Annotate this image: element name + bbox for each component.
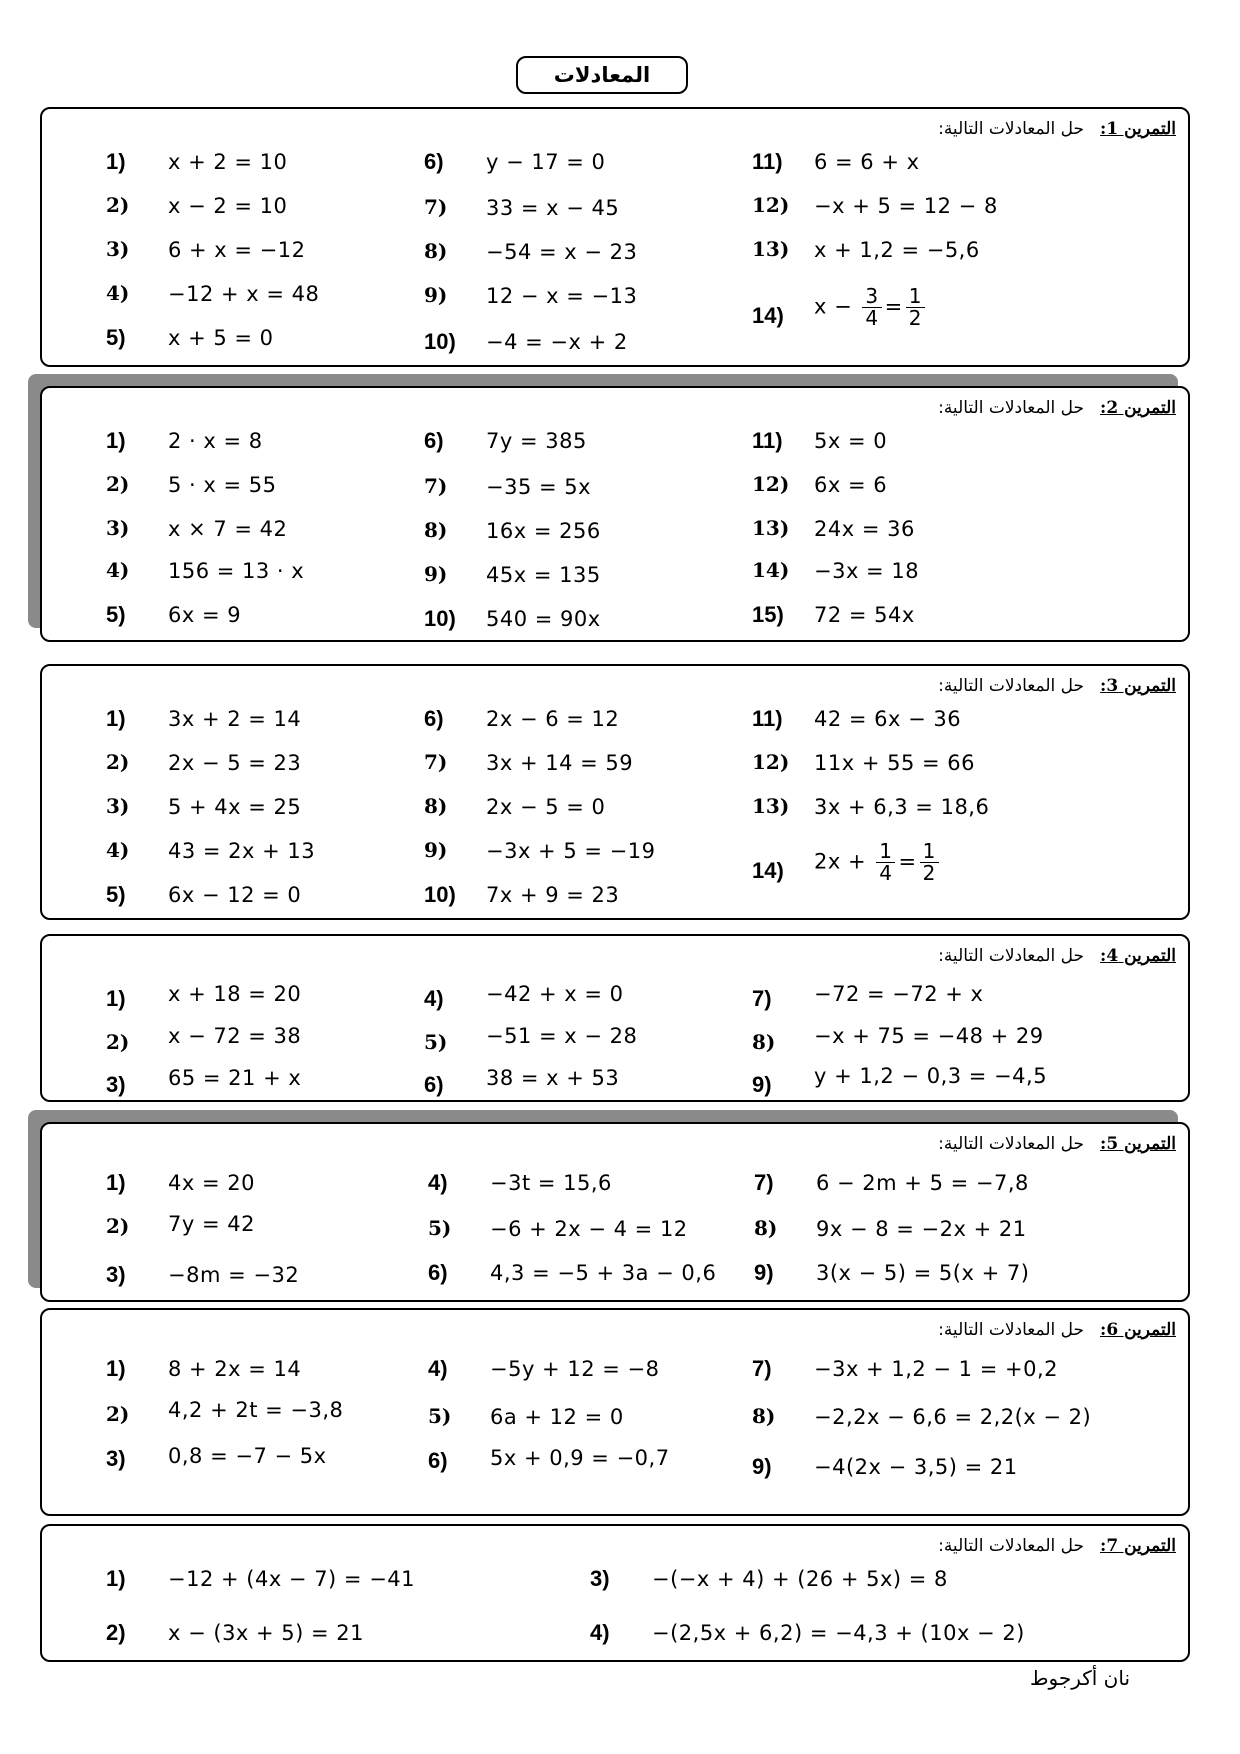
- equation-part: =: [898, 849, 917, 874]
- equation: 43 = 2x + 13: [168, 839, 316, 863]
- item-number: 5): [424, 1030, 448, 1054]
- equation: 7y = 42: [168, 1212, 255, 1236]
- equation: x + 5 = 0: [168, 326, 274, 350]
- item-number: 13): [752, 237, 790, 261]
- exercise-1-header: [938, 119, 1176, 139]
- equation: 6a + 12 = 0: [490, 1405, 624, 1429]
- item-number: 12): [752, 472, 790, 496]
- equation: −6 + 2x − 4 = 12: [490, 1217, 688, 1241]
- item-number: 2): [106, 1402, 130, 1426]
- equation: 2x − 6 = 12: [486, 707, 620, 731]
- equation: 540 = 90x: [486, 607, 601, 631]
- item-number: 1): [106, 1356, 126, 1381]
- equation: 6 + x = −12: [168, 238, 306, 262]
- item-number: 1): [106, 1566, 126, 1591]
- equation: 0,8 = −7 − 5x: [168, 1444, 327, 1468]
- item-number: 9): [752, 1072, 772, 1097]
- equation: 7x + 9 = 23: [486, 883, 620, 907]
- equation: 5 + 4x = 25: [168, 795, 302, 819]
- item-number: 6): [424, 706, 444, 731]
- exercise-instruction: حل المعادلات التالية:: [938, 119, 1085, 139]
- fraction: [862, 286, 881, 329]
- equation: 4,2 + 2t = −3,8: [168, 1398, 344, 1422]
- item-number: 1): [106, 428, 126, 453]
- item-number: 14): [752, 558, 790, 582]
- exercise-7: [40, 1524, 1190, 1662]
- equation-part: =: [884, 294, 903, 319]
- item-number: 10): [424, 882, 456, 907]
- exercise-4: [40, 934, 1190, 1102]
- item-number: 8): [424, 794, 448, 818]
- item-number: 7): [754, 1170, 774, 1195]
- author-name: نان أكرجوط: [1030, 1666, 1131, 1690]
- item-number: 2): [106, 1214, 130, 1238]
- item-number: 3): [106, 1262, 126, 1287]
- equation: 11x + 55 = 66: [814, 751, 975, 775]
- equation: 3(x − 5) = 5(x + 7): [816, 1261, 1030, 1285]
- item-number: 4): [106, 558, 130, 582]
- exercise-3: [40, 664, 1190, 920]
- item-number: 13): [752, 794, 790, 818]
- equation: 38 = x + 53: [486, 1066, 620, 1090]
- item-number: 9): [424, 562, 448, 586]
- item-number: 8): [424, 239, 448, 263]
- item-number: 6): [428, 1448, 448, 1473]
- item-number: 6): [424, 428, 444, 453]
- equation: x + 2 = 10: [168, 150, 288, 174]
- item-number: 4): [428, 1356, 448, 1381]
- equation: −(2,5x + 6,2) = −4,3 + (10x − 2): [652, 1621, 1025, 1645]
- equation: 156 = 13 · x: [168, 559, 305, 583]
- equation: −x + 5 = 12 − 8: [814, 194, 998, 218]
- equation: −5y + 12 = −8: [490, 1357, 660, 1381]
- exercise-label: التمرين 3:: [1100, 676, 1176, 696]
- equation: 5x + 0,9 = −0,7: [490, 1446, 670, 1470]
- equation: −12 + (4x − 7) = −41: [168, 1567, 416, 1591]
- exercise-instruction: حل المعادلات التالية:: [938, 398, 1085, 418]
- item-number: 8): [752, 1030, 776, 1054]
- item-number: 4): [106, 281, 130, 305]
- exercise-6-header: [938, 1320, 1176, 1340]
- equation: −4 = −x + 2: [486, 330, 628, 354]
- equation: −3t = 15,6: [490, 1171, 612, 1195]
- fraction: [920, 841, 939, 884]
- fraction-denominator: 4: [865, 306, 879, 330]
- exercise-3-header: [938, 676, 1176, 696]
- item-number: 15): [752, 602, 784, 627]
- exercise-5: [40, 1122, 1190, 1302]
- item-number: 13): [752, 516, 790, 540]
- item-number: 5): [106, 882, 126, 907]
- item-number: 6): [424, 149, 444, 174]
- equation: 42 = 6x − 36: [814, 707, 962, 731]
- item-number: 9): [424, 838, 448, 862]
- equation: 2x − 5 = 0: [486, 795, 606, 819]
- equation: −42 + x = 0: [486, 982, 624, 1006]
- equation: y + 1,2 − 0,3 = −4,5: [814, 1064, 1048, 1088]
- equation: −54 = x − 23: [486, 240, 638, 264]
- item-number: 3): [590, 1566, 610, 1591]
- item-number: 2): [106, 472, 130, 496]
- equation: 8 + 2x = 14: [168, 1357, 302, 1381]
- item-number: 9): [424, 283, 448, 307]
- item-number: 10): [424, 606, 456, 631]
- exercise-label: التمرين 2:: [1100, 398, 1176, 418]
- item-number: 1): [106, 149, 126, 174]
- item-number: 11): [752, 706, 783, 731]
- equation: x − 2 = 10: [168, 194, 288, 218]
- equation: −(−x + 4) + (26 + 5x) = 8: [652, 1567, 948, 1591]
- equation: 7y = 385: [486, 429, 587, 453]
- exercise-label: التمرين 6:: [1100, 1320, 1176, 1340]
- equation: −8m = −32: [168, 1263, 300, 1287]
- equation: −3x + 5 = −19: [486, 839, 656, 863]
- equation: 24x = 36: [814, 517, 915, 541]
- equation: 2 · x = 8: [168, 429, 263, 453]
- equation: 9x − 8 = −2x + 21: [816, 1217, 1027, 1241]
- equation: 33 = x − 45: [486, 196, 620, 220]
- fraction-numerator: 1: [876, 841, 895, 863]
- equation: 2x − 5 = 23: [168, 751, 302, 775]
- item-number: 7): [424, 195, 448, 219]
- exercise-7-header: [938, 1536, 1176, 1556]
- item-number: 2): [106, 1620, 126, 1645]
- fraction: [906, 286, 925, 329]
- item-number: 11): [752, 149, 783, 174]
- item-number: 11): [752, 428, 783, 453]
- item-number: 4): [424, 986, 444, 1011]
- equation: −3x = 18: [814, 559, 920, 583]
- equation: 65 = 21 + x: [168, 1066, 302, 1090]
- item-number: 4): [106, 838, 130, 862]
- equation: −51 = x − 28: [486, 1024, 638, 1048]
- equation: [814, 841, 942, 884]
- equation-part: 2x +: [814, 849, 867, 874]
- item-number: 5): [106, 325, 126, 350]
- item-number: 9): [752, 1454, 772, 1479]
- exercise-5-header: [938, 1134, 1176, 1154]
- item-number: 5): [428, 1404, 452, 1428]
- item-number: 5): [428, 1216, 452, 1240]
- fraction-denominator: 4: [879, 861, 893, 885]
- equation: 4,3 = −5 + 3a − 0,6: [490, 1261, 717, 1285]
- equation: −12 + x = 48: [168, 282, 320, 306]
- item-number: 2): [106, 750, 130, 774]
- equation: 72 = 54x: [814, 603, 915, 627]
- item-number: 3): [106, 1446, 126, 1471]
- item-number: 8): [424, 518, 448, 542]
- item-number: 12): [752, 193, 790, 217]
- exercise-label: التمرين 5:: [1100, 1134, 1176, 1154]
- equation: 6 = 6 + x: [814, 150, 920, 174]
- item-number: 3): [106, 237, 130, 261]
- item-number: 14): [752, 858, 784, 883]
- equation: −2,2x − 6,6 = 2,2(x − 2): [814, 1405, 1092, 1429]
- exercise-instruction: حل المعادلات التالية:: [938, 946, 1085, 966]
- equation: 16x = 256: [486, 519, 601, 543]
- item-number: 7): [424, 750, 448, 774]
- exercise-4-header: [938, 946, 1176, 966]
- equation: y − 17 = 0: [486, 150, 606, 174]
- item-number: 9): [754, 1260, 774, 1285]
- item-number: 14): [752, 303, 784, 328]
- item-number: 8): [752, 1404, 776, 1428]
- exercise-1: [40, 107, 1190, 367]
- item-number: 1): [106, 1170, 126, 1195]
- equation: 6x = 6: [814, 473, 888, 497]
- equation: −x + 75 = −48 + 29: [814, 1024, 1044, 1048]
- item-number: 2): [106, 193, 130, 217]
- equation: x − 72 = 38: [168, 1024, 302, 1048]
- item-number: 7): [752, 1356, 772, 1381]
- equation: 6x = 9: [168, 603, 242, 627]
- equation: x − (3x + 5) = 21: [168, 1621, 365, 1645]
- item-number: 1): [106, 986, 126, 1011]
- item-number: 7): [752, 986, 772, 1011]
- exercise-6: [40, 1308, 1190, 1516]
- exercise-2: [40, 386, 1190, 642]
- item-number: 4): [590, 1620, 610, 1645]
- equation: −72 = −72 + x: [814, 982, 984, 1006]
- item-number: 2): [106, 1030, 130, 1054]
- equation: −4(2x − 3,5) = 21: [814, 1455, 1018, 1479]
- equation: 3x + 2 = 14: [168, 707, 302, 731]
- exercise-instruction: حل المعادلات التالية:: [938, 1134, 1085, 1154]
- item-number: 12): [752, 750, 790, 774]
- fraction: [876, 841, 895, 884]
- exercise-instruction: حل المعادلات التالية:: [938, 1536, 1085, 1556]
- equation: 5x = 0: [814, 429, 888, 453]
- item-number: 10): [424, 329, 456, 354]
- item-number: 8): [754, 1216, 778, 1240]
- exercise-label: التمرين 1:: [1100, 119, 1176, 139]
- equation: 3x + 6,3 = 18,6: [814, 795, 990, 819]
- exercise-2-header: [938, 398, 1176, 418]
- equation: 6x − 12 = 0: [168, 883, 302, 907]
- exercise-label: التمرين 7:: [1100, 1536, 1176, 1556]
- equation: x + 18 = 20: [168, 982, 302, 1006]
- equation: 5 · x = 55: [168, 473, 277, 497]
- equation: −3x + 1,2 − 1 = +0,2: [814, 1357, 1058, 1381]
- exercise-instruction: حل المعادلات التالية:: [938, 1320, 1085, 1340]
- item-number: 3): [106, 794, 130, 818]
- equation: 12 − x = −13: [486, 284, 638, 308]
- item-number: 3): [106, 1072, 126, 1097]
- equation: 6 − 2m + 5 = −7,8: [816, 1171, 1029, 1195]
- fraction-denominator: 2: [922, 861, 936, 885]
- equation: x × 7 = 42: [168, 517, 288, 541]
- fraction-denominator: 2: [908, 306, 922, 330]
- item-number: 7): [424, 474, 448, 498]
- equation: 3x + 14 = 59: [486, 751, 634, 775]
- fraction-numerator: 1: [906, 286, 925, 308]
- item-number: 6): [428, 1260, 448, 1285]
- item-number: 5): [106, 602, 126, 627]
- exercise-instruction: حل المعادلات التالية:: [938, 676, 1085, 696]
- fraction-numerator: 1: [920, 841, 939, 863]
- equation-part: x −: [814, 294, 853, 319]
- item-number: 1): [106, 706, 126, 731]
- item-number: 6): [424, 1072, 444, 1097]
- fraction-numerator: 3: [862, 286, 881, 308]
- equation: −35 = 5x: [486, 475, 592, 499]
- page-title: المعادلات: [516, 56, 688, 94]
- equation: 45x = 135: [486, 563, 601, 587]
- item-number: 3): [106, 516, 130, 540]
- equation: [814, 286, 928, 329]
- exercise-label: التمرين 4:: [1100, 946, 1176, 966]
- equation: x + 1,2 = −5,6: [814, 238, 980, 262]
- equation: 4x = 20: [168, 1171, 255, 1195]
- item-number: 4): [428, 1170, 448, 1195]
